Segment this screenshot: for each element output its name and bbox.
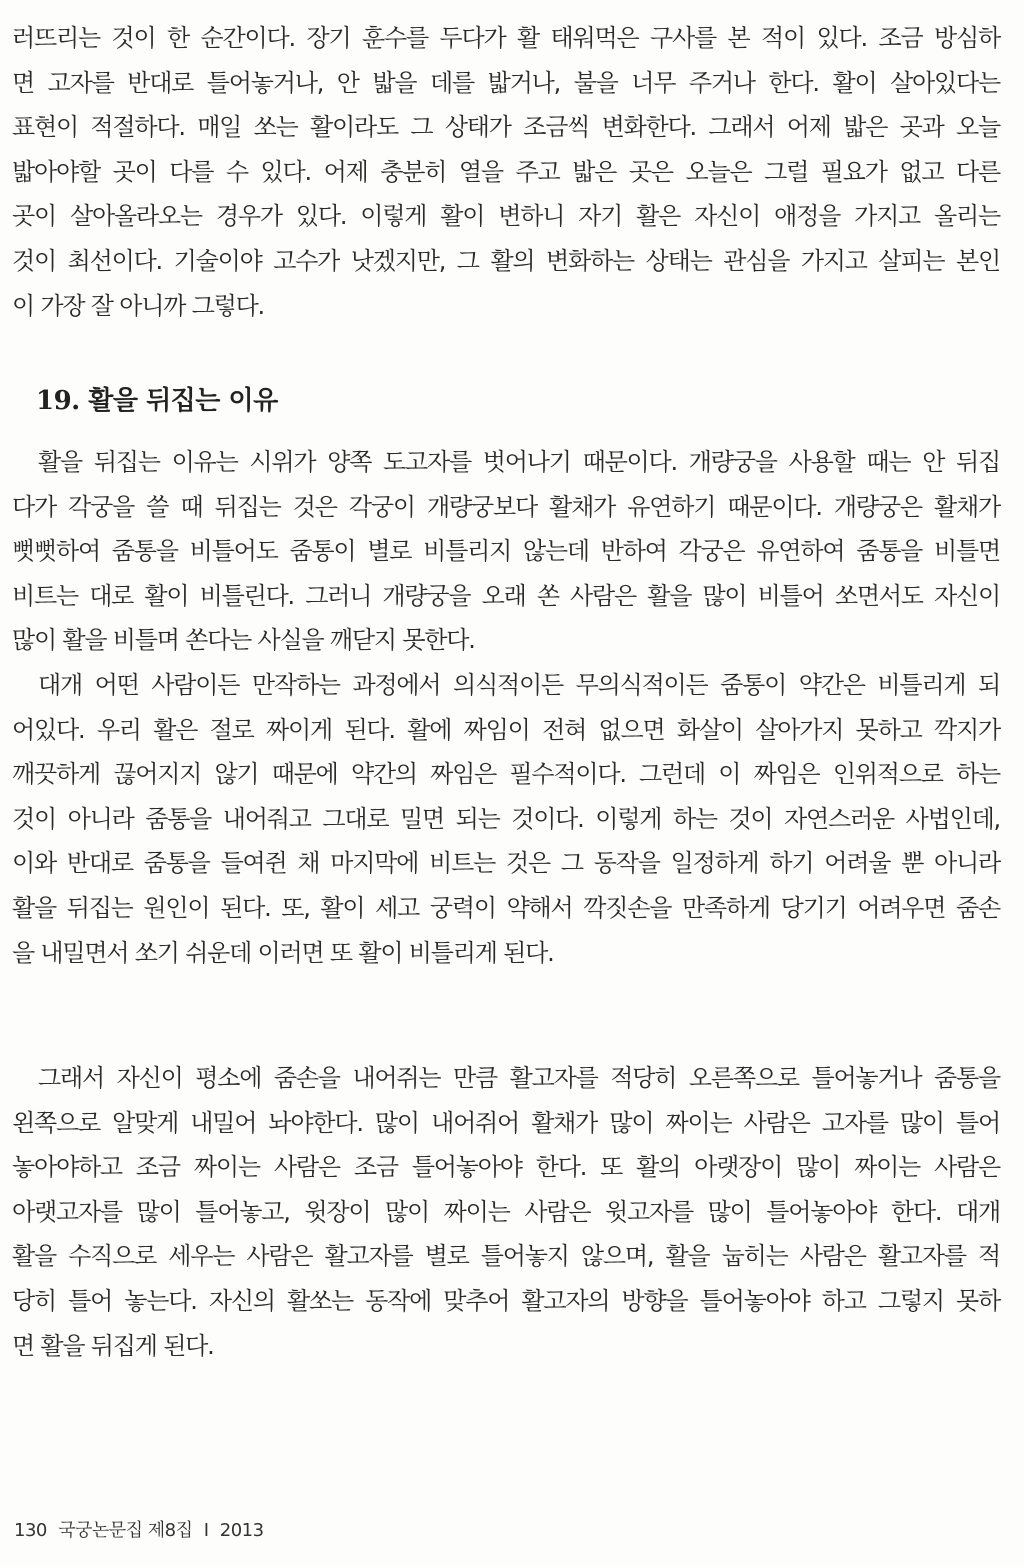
text-line: 어있다. 우리 활은 절로 짜이게 된다. 활에 짜임이 전혀 없으면 화살이 살아가지 못하고 깍지가 xyxy=(12,715,1000,744)
paragraph-2 xyxy=(12,440,1000,663)
paragraph-3 xyxy=(12,663,1000,975)
publication-year: 2013 xyxy=(219,1520,264,1541)
text-line: 활을 뒤집는 이유는 시위가 양쪽 도고자를 벗어나기 때문이다. 개량궁을 사용할 때는 안 뒤집 xyxy=(38,448,1000,476)
text-line: 놓아야하고 조금 짜이는 사람은 조금 틀어놓아야 한다. 또 활의 아랫장이 많이 짜이는 사람은 xyxy=(12,1153,1000,1182)
text-line: 밟아야할 곳이 다를 수 있다. 어제 충분히 열을 주고 밟은 곳은 오늘은 그럴 필요가 없고 다른 xyxy=(12,157,1000,186)
text-line: 면 활을 뒤집게 된다. xyxy=(12,1331,214,1360)
text-line: 비트는 대로 활이 비틀린다. 그러니 개량궁을 오래 쏜 사람은 활을 많이 비틀어 쏘면서도 자신이 xyxy=(12,581,1000,610)
text-line: 대개 어떤 사람이든 만작하는 과정에서 의식적이든 무의식적이든 줌통이 약간은 비틀리게 되 xyxy=(38,671,1000,699)
text-line: 면 고자를 반대로 틀어놓거나, 안 밟을 데를 밟거나, 불을 너무 주거나 한다. 활이 살아있다는 xyxy=(12,68,1000,97)
text-line: 러뜨리는 것이 한 순간이다. 장기 훈수를 두다가 활 태워먹은 구사를 본 적이 있다. 조금 방심하 xyxy=(12,24,1000,52)
text-line: 을 내밀면서 쏘기 쉬운데 이러면 또 활이 비틀리게 된다. xyxy=(12,938,554,967)
text-line: 이와 반대로 줌통을 들여쥔 채 마지막에 비트는 것은 그 동작을 일정하게 하기 어려울 뿐 아니라 xyxy=(12,849,1000,878)
text-line: 곳이 살아올라오는 경우가 있다. 이렇게 활이 변하니 자기 활은 자신이 애정을 가지고 올리는 xyxy=(12,202,1000,231)
section-heading: 19. 활을 뒤집는 이유 xyxy=(36,386,278,416)
text-line: 당히 틀어 놓는다. 자신의 활쏘는 동작에 맞추어 활고자의 방향을 틀어놓아야 하고 그렇지 못하 xyxy=(12,1286,1000,1315)
text-line: 활을 수직으로 세우는 사람은 활고자를 별로 틀어놓지 않으며, 활을 눕히는 사람은 활고자를 적 xyxy=(12,1242,1000,1271)
paragraph-4 xyxy=(12,1056,1000,1368)
page-footer xyxy=(14,1516,270,1542)
text-line: 다가 각궁을 쓸 때 뒤집는 것은 각궁이 개량궁보다 활채가 유연하기 때문이다. 개량궁은 활채가 xyxy=(12,492,1000,521)
text-line: 활을 뒤집는 원인이 된다. 또, 활이 세고 궁력이 약해서 깍짓손을 만족하게 당기기 어려우면 줌손 xyxy=(12,893,1000,922)
text-line: 이 가장 잘 아니까 그렇다. xyxy=(12,291,264,320)
footer-separator: I xyxy=(203,1520,209,1541)
text-line: 많이 활을 비틀며 쏜다는 사실을 깨닫지 못한다. xyxy=(12,626,475,655)
text-line: 것이 최선이다. 기술이야 고수가 낫겠지만, 그 활의 변화하는 상태는 관심을 가지고 살피는 본인 xyxy=(12,246,1000,275)
paragraph-1 xyxy=(12,16,1000,328)
page-number: 130 xyxy=(14,1520,47,1541)
text-line: 왼쪽으로 알맞게 내밀어 놔야한다. 많이 내어쥐어 활채가 많이 짜이는 사람은 고자를 많이 틀어 xyxy=(12,1108,1000,1137)
text-line: 것이 아니라 줌통을 내어줘고 그대로 밀면 되는 것이다. 이렇게 하는 것이 자연스러운 사법인데, xyxy=(12,804,1000,833)
text-line: 그래서 자신이 평소에 줌손을 내어쥐는 만큼 활고자를 적당히 오른쪽으로 틀어놓거나 줌통을 xyxy=(38,1064,1000,1092)
text-line: 아랫고자를 많이 틀어놓고, 윗장이 많이 짜이는 사람은 윗고자를 많이 틀어놓아야 한다. 대개 xyxy=(12,1197,1000,1226)
text-line: 깨끗하게 끊어지지 않기 때문에 약간의 짜임은 필수적이다. 그런데 이 짜임은 인위적으로 하는 xyxy=(12,760,1000,789)
publication-title: 국궁논문집 제8집 xyxy=(58,1520,193,1541)
text-line: 뻣뻣하여 줌통을 비틀어도 줌통이 별로 비틀리지 않는데 반하여 각궁은 유연하여 줌통을 비틀면 xyxy=(12,537,1000,566)
text-line: 표현이 적절하다. 매일 쏘는 활이라도 그 상태가 조금씩 변화한다. 그래서 어제 밟은 곳과 오늘 xyxy=(12,113,1000,142)
